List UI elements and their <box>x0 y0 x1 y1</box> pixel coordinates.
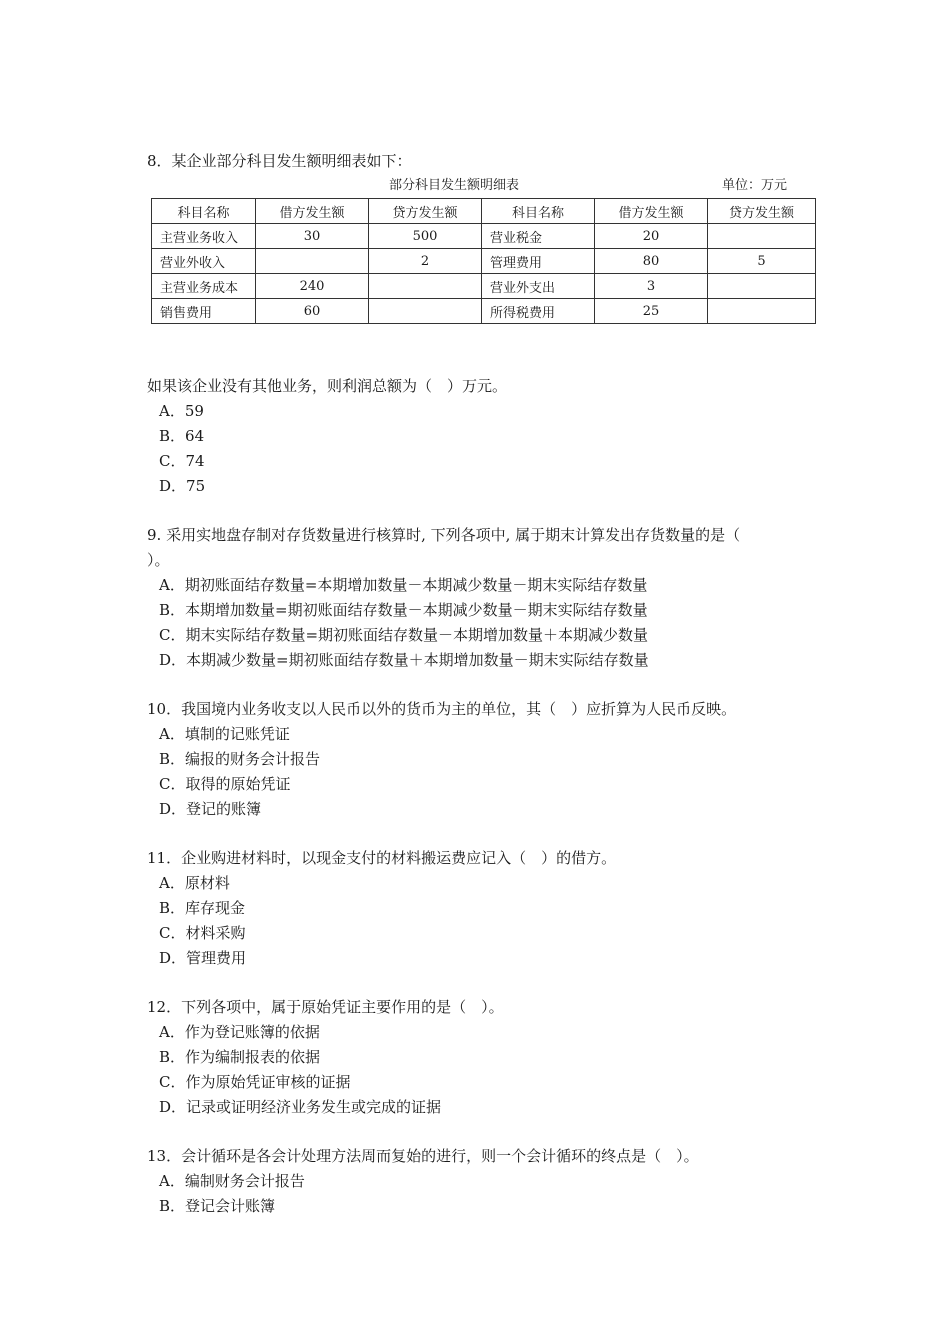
header-cell: 借方发生额 <box>256 199 369 224</box>
table-cell <box>708 224 816 249</box>
q11-option-d: D．管理费用 <box>159 949 247 967</box>
q9-option-c: C．期末实际结存数量=期初账面结存数量－本期增加数量＋本期减少数量 <box>159 626 649 644</box>
table-cell: 5 <box>708 249 816 274</box>
q8-unit: 单位：万元 <box>722 178 788 193</box>
table-cell <box>369 274 482 299</box>
header-cell: 贷方发生额 <box>708 199 816 224</box>
q13-option-b: B．登记会计账簿 <box>159 1197 276 1215</box>
q8-table <box>151 198 816 324</box>
q8-option-a: A．59 <box>159 402 204 420</box>
q10-option-a: A．填制的记账凭证 <box>159 725 290 743</box>
q13-stem: 13．会计循环是各会计处理方法周而复始的进行，则一个会计循环的终点是（ ）。 <box>147 1147 699 1165</box>
table-cell <box>708 274 816 299</box>
table-cell: 所得税费用 <box>482 299 595 324</box>
q10-option-c: C．取得的原始凭证 <box>159 775 291 793</box>
table-row <box>152 224 816 249</box>
q11-stem: 11．企业购进材料时，以现金支付的材料搬运费应记入（ ）的借方。 <box>147 849 617 867</box>
q12-option-a: A．作为登记账簿的依据 <box>159 1023 320 1041</box>
header-cell: 借方发生额 <box>595 199 708 224</box>
q12-option-b: B．作为编制报表的依据 <box>159 1048 321 1066</box>
q8-option-b: B．64 <box>159 427 205 445</box>
q8-option-c: C．74 <box>159 452 205 470</box>
q10-option-d: D．登记的账簿 <box>159 800 262 818</box>
q8-stem: 8．某企业部分科目发生额明细表如下： <box>147 152 412 170</box>
q9-option-d: D．本期减少数量=期初账面结存数量＋本期增加数量－期末实际结存数量 <box>159 651 649 669</box>
q9-option-b: B．本期增加数量=期初账面结存数量－本期减少数量－期末实际结存数量 <box>159 601 648 619</box>
table-cell: 营业税金 <box>482 224 595 249</box>
table-cell: 销售费用 <box>152 299 256 324</box>
table-cell: 240 <box>256 274 369 299</box>
table-header-row <box>152 199 816 224</box>
q12-option-c: C．作为原始凭证审核的证据 <box>159 1073 351 1091</box>
table-cell: 管理费用 <box>482 249 595 274</box>
table-cell: 3 <box>595 274 708 299</box>
q9-stem-line2: ）。 <box>147 551 170 569</box>
table-cell: 主营业务成本 <box>152 274 256 299</box>
table-cell <box>708 299 816 324</box>
table-cell: 25 <box>595 299 708 324</box>
table-cell: 2 <box>369 249 482 274</box>
q12-option-d: D．记录或证明经济业务发生或完成的证据 <box>159 1098 442 1116</box>
q12-stem: 12．下列各项中，属于原始凭证主要作用的是（ ）。 <box>147 998 504 1016</box>
table-cell: 主营业务收入 <box>152 224 256 249</box>
table-row <box>152 299 816 324</box>
table-cell: 500 <box>369 224 482 249</box>
table-cell <box>256 249 369 274</box>
table-cell: 营业外收入 <box>152 249 256 274</box>
q10-stem: 10．我国境内业务收支以人民币以外的货币为主的单位，其（ ）应折算为人民币反映。 <box>147 700 737 718</box>
q11-option-a: A．原材料 <box>159 874 230 892</box>
q9-stem-line1: 9. 采用实地盘存制对存货数量进行核算时, 下列各项中, 属于期末计算发出存货数量的是（ <box>147 526 741 544</box>
q13-option-a: A．编制财务会计报告 <box>159 1172 305 1190</box>
table-cell: 30 <box>256 224 369 249</box>
header-cell: 科目名称 <box>152 199 256 224</box>
q8-option-d: D．75 <box>159 477 206 495</box>
table-cell: 80 <box>595 249 708 274</box>
table-cell <box>369 299 482 324</box>
q8-table-title: 部分科目发生额明细表 <box>389 178 520 193</box>
table-cell: 20 <box>595 224 708 249</box>
table-cell: 营业外支出 <box>482 274 595 299</box>
header-cell: 贷方发生额 <box>369 199 482 224</box>
table-row <box>152 274 816 299</box>
q8-question: 如果该企业没有其他业务，则利润总额为（ ）万元。 <box>147 377 508 395</box>
q11-option-b: B．库存现金 <box>159 899 246 917</box>
q11-option-c: C．材料采购 <box>159 924 246 942</box>
table-cell: 60 <box>256 299 369 324</box>
q9-option-a: A．期初账面结存数量=本期增加数量－本期减少数量－期末实际结存数量 <box>159 576 648 594</box>
header-cell: 科目名称 <box>482 199 595 224</box>
table-row <box>152 249 816 274</box>
q10-option-b: B．编报的财务会计报告 <box>159 750 321 768</box>
